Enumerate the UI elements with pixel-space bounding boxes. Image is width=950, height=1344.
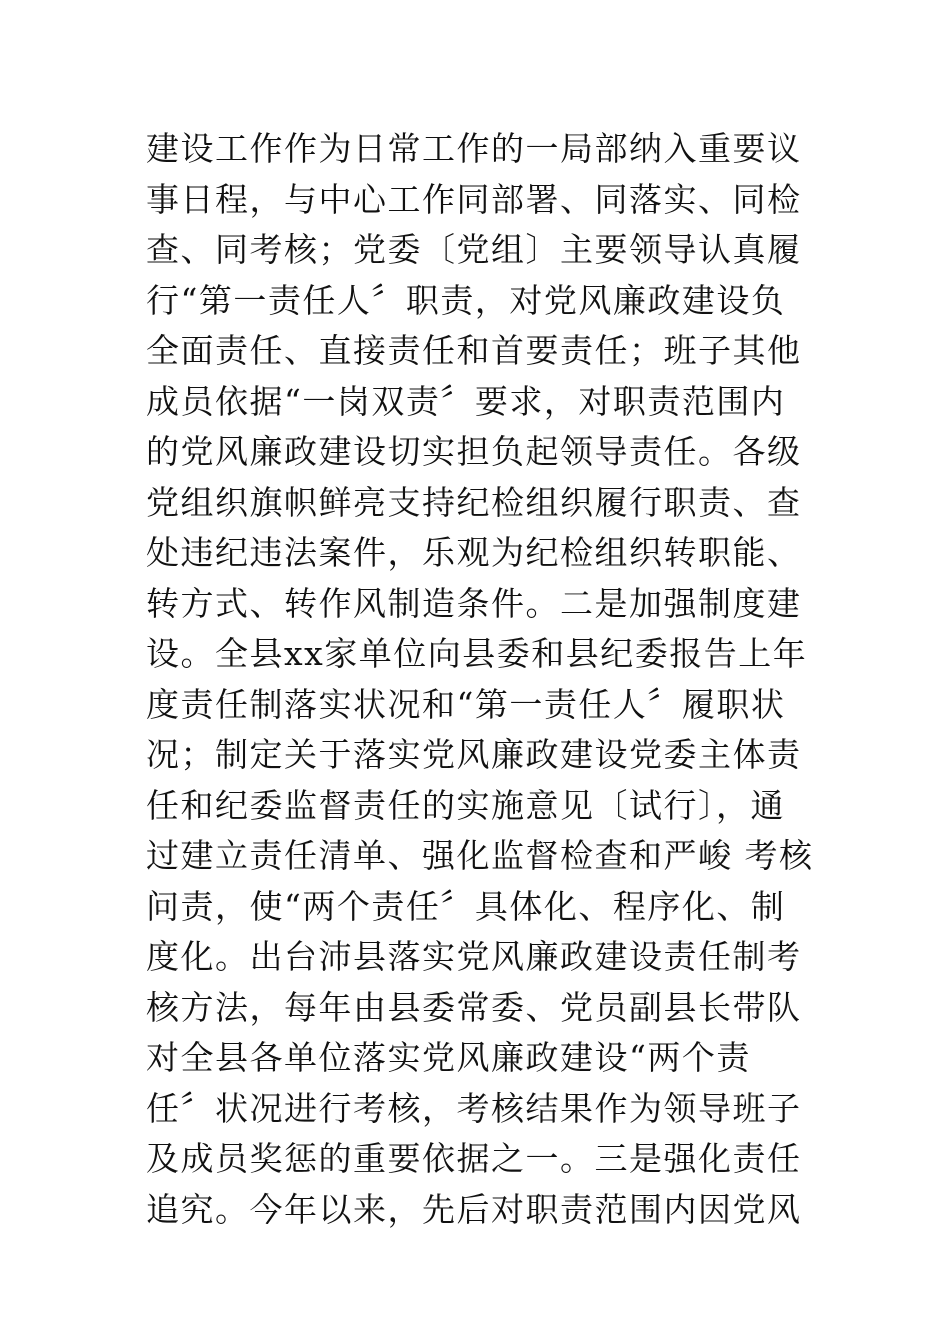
text-line-3: 查、同考核；党委〔党组〕主要领导认真履	[146, 230, 802, 269]
text-line-5: 全面责任、直接责任和首要责任；班子其他	[146, 331, 802, 370]
text-line-2: 事日程，与中心工作同部署、同落实、同检	[146, 179, 802, 219]
text-line-16: 问责，使“两个责任〞具体化、程序化、制	[146, 886, 786, 926]
text-line-8: 党组织旗帜鲜亮支持纪检组织履行职责、查	[146, 482, 802, 522]
text-line-13: 况；制定关于落实党风廉政建设党委主体责	[146, 735, 802, 774]
text-line-14: 任和纪委监督责任的实施意见〔试行〕，通	[146, 785, 785, 825]
text-line-11: 设。全县xx家单位向县委和县纪委报告上年	[146, 634, 808, 673]
text-line-17: 度化。出台沛县落实党风廉政建设责任制考	[146, 937, 802, 976]
text-line-6: 成员依据“一岗双责〞要求，对职责范围内	[146, 381, 786, 421]
text-line-4: 行“第一责任人〞职责，对党风廉政建设负	[146, 280, 786, 320]
text-line-9: 处违纪违法案件，乐观为纪检组织转职能、	[146, 533, 802, 572]
text-line-15: 过建立责任清单、强化监督检查和严峻 考核	[146, 836, 814, 875]
text-line-1: 建设工作作为日常工作的一局部纳入重要议	[146, 129, 802, 168]
body-text	[146, 124, 816, 1235]
text-line-7: 的党风廉政建设切实担负起领导责任。各级	[146, 432, 802, 471]
text-line-22: 追究。今年以来，先后对职责范围内因党风	[146, 1189, 802, 1229]
text-line-10: 转方式、转作风制造条件。二是加强制度建	[146, 583, 802, 623]
text-line-19: 对全县各单位落实党风廉政建设“两个责	[146, 1038, 751, 1077]
text-line-12: 度责任制落实状况和“第一责任人〞履职状	[146, 684, 786, 724]
text-line-18: 核方法，每年由县委常委、党员副县长带队	[146, 987, 802, 1027]
text-line-20: 任〞状况进行考核，考核结果作为领导班子	[146, 1088, 802, 1128]
text-line-21: 及成员奖惩的重要依据之一。三是强化责任	[146, 1139, 802, 1178]
